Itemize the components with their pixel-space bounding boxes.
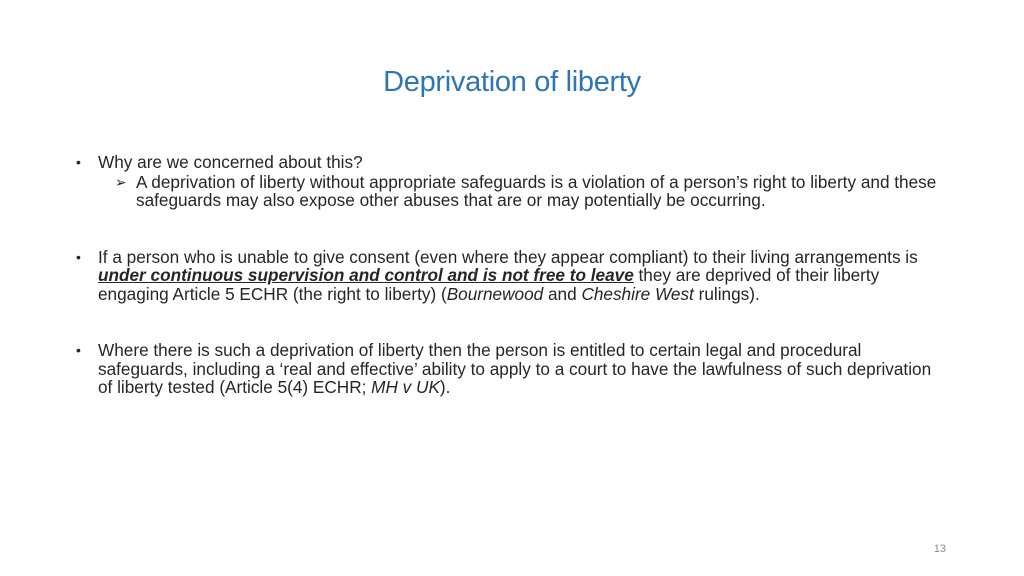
sub-bullet-item (115, 173, 946, 210)
bullet-text-part: and (543, 283, 582, 304)
slide-title: Deprivation of liberty (383, 66, 641, 98)
bullet-text-part: rulings). (693, 283, 760, 304)
bullet-dot-icon: • (76, 154, 81, 170)
bullet-text-part: ). (439, 377, 451, 397)
bullet-dot-icon: • (76, 248, 81, 265)
bullet-item (76, 248, 946, 304)
bullet-text: Why are we concerned about this? (98, 152, 363, 172)
bullet-text-part: Where there is such a deprivation of liberty then the person is entitled to certain legal and procedural safeguards, including a ‘real and effective’ ability to apply to a court to have the lawfulness of such deprivation of liberty tested (Article 5(4) ECHR; (98, 340, 932, 397)
slide-content (76, 153, 946, 397)
bullet-item (76, 341, 946, 397)
bullet-text-part: they are deprived of their liberty engaging Article 5 ECHR (the right to liberty) ( (98, 265, 880, 304)
emphasis-text: under continuous supervision and control and is not free to leave (98, 265, 634, 285)
case-name: Cheshire West (581, 283, 694, 304)
sub-bullet-text: A deprivation of liberty without appropriate safeguards is a violation of a person’s right to liberty and these safeguards may also expose other abuses that are or may potentially be occurring. (136, 171, 937, 210)
case-name: MH v UK (371, 377, 440, 397)
bullet-dot-icon: • (76, 342, 81, 358)
bullet-text-part: If a person who is unable to give consent (even where they appear compliant) to their living arrangements is (98, 246, 918, 267)
bullet-item (76, 153, 946, 210)
arrow-bullet-icon: ➢ (115, 173, 127, 190)
case-name: Bournewood (446, 283, 544, 304)
page-number: 13 (933, 543, 946, 555)
